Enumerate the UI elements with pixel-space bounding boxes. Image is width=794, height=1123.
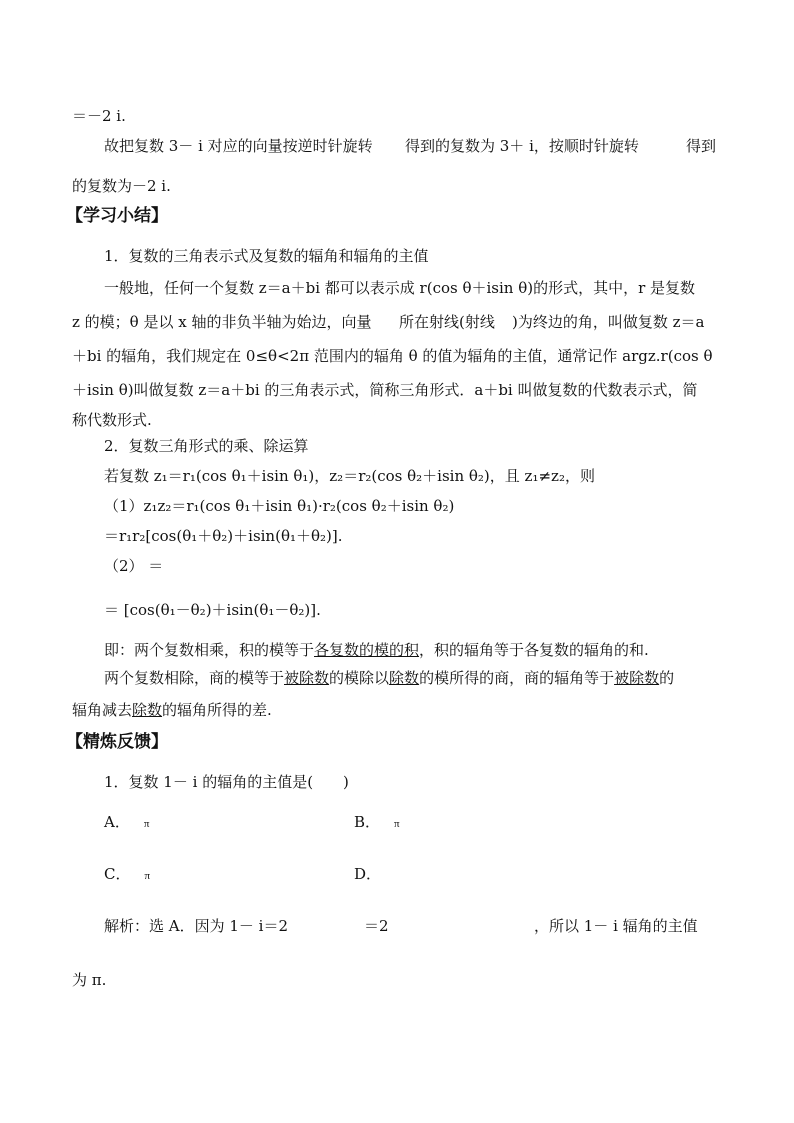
- text-line: )为终边的角，叫做复数 z＝a: [512, 313, 705, 331]
- formula-line: （1）z₁z₂＝r₁(cos θ₁＋isin θ₁)·r₂(cos θ₂＋isin θ₂): [104, 497, 455, 515]
- subheading: 2．复数三角形式的乘、除运算: [104, 437, 309, 455]
- text-line: 即：两个复数相乘，积的模等于各复数的模的积，积的辐角等于各复数的辐角的和.: [104, 641, 649, 659]
- option-d: D．: [354, 865, 382, 883]
- formula-line: ＝ [cos(θ₁－θ₂)＋isin(θ₁－θ₂)].: [104, 601, 321, 619]
- section-heading-practice: 【精炼反馈】: [66, 732, 168, 752]
- option-a: A． π: [104, 813, 150, 831]
- text-line: ＋bi 的辐角，我们规定在 0≤θ<2π 范围内的辐角 θ 的值为辐角的主值，通常记作 argz.r(cos θ: [72, 347, 713, 365]
- underlined-term: 被除数: [614, 669, 660, 687]
- text-line: 所在射线(射线: [399, 313, 495, 331]
- text-line: 的复数为－2 i.: [72, 177, 171, 195]
- formula-line: 若复数 z₁＝r₁(cos θ₁＋isin θ₁)，z₂＝r₂(cos θ₂＋isin θ₂)，且 z₁≠z₂，则: [104, 467, 595, 485]
- solution-text: ＝2: [364, 917, 389, 935]
- text-line: 得到: [686, 137, 717, 155]
- formula-line: （2） ＝: [104, 557, 164, 575]
- text-line: 辐角减去除数的辐角所得的差.: [72, 701, 272, 719]
- question-text: 1．复数 1－ i 的辐角的主值是( ): [104, 773, 349, 791]
- solution-text: 解析：选 A．因为 1－ i＝2: [104, 917, 289, 935]
- text-line: z 的模；θ 是以 x 轴的非负半轴为始边，向量: [72, 313, 372, 331]
- text-line: 两个复数相除，商的模等于被除数的模除以除数的模所得的商，商的辐角等于被除数的: [104, 669, 675, 687]
- subheading: 1．复数的三角表示式及复数的辐角和辐角的主值: [104, 247, 429, 265]
- text-line: 得到的复数为 3＋ i，按顺时针旋转: [405, 137, 639, 155]
- text-line: 故把复数 3－ i 对应的向量按逆时针旋转: [104, 137, 373, 155]
- option-b: B． π: [354, 813, 400, 831]
- underlined-term: 除数: [132, 701, 163, 719]
- text-line: 一般地，任何一个复数 z＝a＋bi 都可以表示成 r(cos θ＋isin θ)的形式，其中，r 是复数: [104, 279, 696, 297]
- option-c: C． π: [104, 865, 151, 883]
- text-line: 称代数形式.: [72, 411, 152, 429]
- underlined-term: 除数: [389, 669, 420, 687]
- text-line: ＋isin θ)叫做复数 z＝a＋bi 的三角表示式，简称三角形式．a＋bi 叫做复数的代数表示式，简: [72, 381, 698, 399]
- formula-line: ＝r₁r₂[cos(θ₁＋θ₂)＋isin(θ₁＋θ₂)].: [104, 527, 343, 545]
- underlined-term: 被除数: [284, 669, 330, 687]
- section-heading-summary: 【学习小结】: [66, 206, 168, 226]
- underlined-term: 各复数的模的积: [314, 641, 420, 659]
- solution-text: ，所以 1－ i 辐角的主值: [534, 917, 698, 935]
- text-line: ＝－2 i.: [72, 107, 126, 125]
- solution-text: 为 π.: [72, 971, 107, 989]
